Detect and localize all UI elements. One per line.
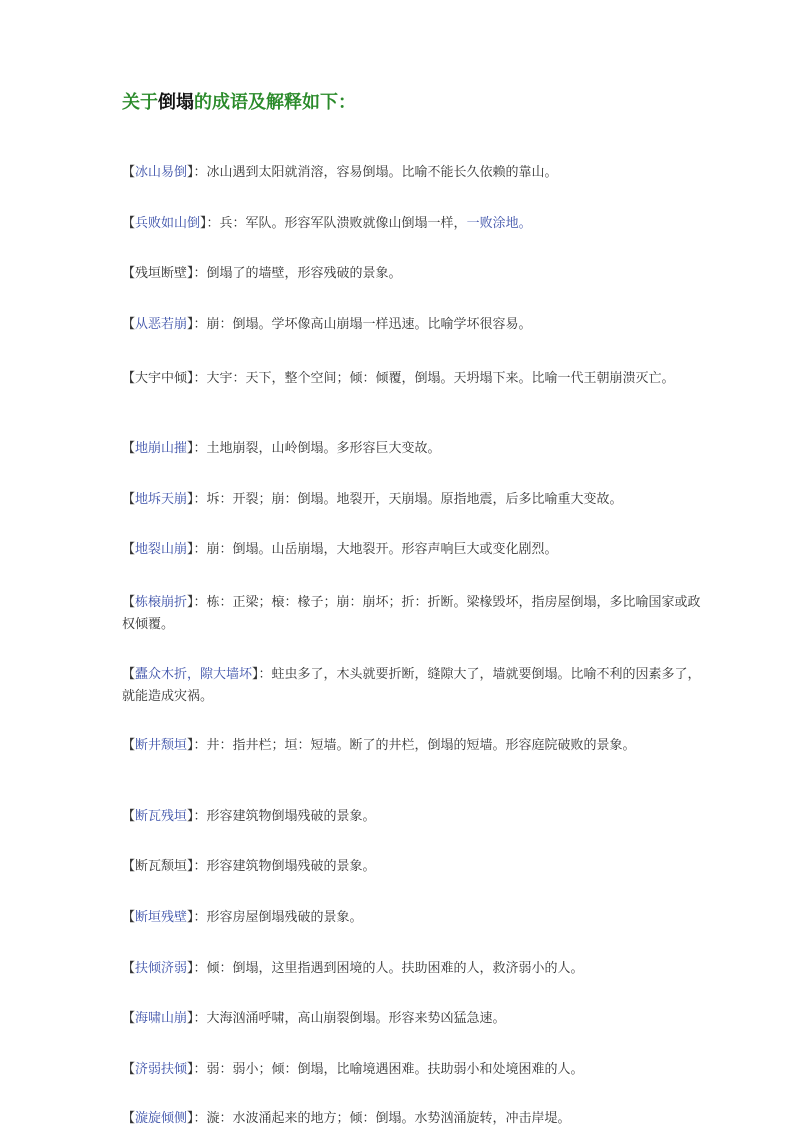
idiom-link[interactable]: 地坼天崩	[135, 492, 188, 507]
idiom-definition: 倾：倒塌，这里指遇到困境的人。扶助困难的人，救济弱小的人。	[206, 961, 584, 976]
idiom-entry: 【大宇中倾】：大宇：天下，整个空间；倾：倾覆，倒塌。天坍塌下来。比喻一代王朝崩溃灭亡。	[122, 371, 675, 386]
idiom-definition: 兵：军队。形容军队溃败就像山倒塌一样，	[219, 216, 467, 231]
title-prefix: 关于	[122, 92, 158, 113]
idiom-definition: 蛀虫多了，木头就要折断，缝隙大了，墙就要倒塌。比喻不利的因素多了，就能造成灾祸。	[122, 667, 701, 704]
idiom-link[interactable]: 断垣残壁	[135, 910, 188, 925]
title-keyword: 倒塌	[158, 92, 194, 113]
idiom-entry: 【断井颓垣】：井：指井栏；垣：短墙。断了的井栏，倒塌的短墙。形容庭院破败的景象。	[122, 738, 636, 753]
idiom-definition: 弱：弱小；倾：倒塌，比喻境遇困难。扶助弱小和处境困难的人。	[206, 1062, 584, 1077]
idiom-link[interactable]: 济弱扶倾	[135, 1062, 188, 1077]
idiom-definition: 漩：水波涌起来的地方；倾：倒塌。水势汹涌旋转，冲击岸堤。	[206, 1111, 571, 1126]
idiom-definition: 形容房屋倒塌残破的景象。	[206, 910, 363, 925]
idiom-definition: 崩：倒塌。学坏像高山崩塌一样迅速。比喻学坏很容易。	[206, 317, 532, 332]
idiom-definition: 坼：开裂；崩：倒塌。地裂开，天崩塌。原指地震，后多比喻重大变故。	[206, 492, 623, 507]
idiom-entry: 【断瓦残垣】：形容建筑物倒塌残破的景象。	[122, 809, 376, 824]
idiom-definition: 大宇：天下，整个空间；倾：倾覆，倒塌。天坍塌下来。比喻一代王朝崩溃灭亡。	[206, 371, 675, 386]
idiom-name: 残垣断壁	[135, 266, 188, 281]
idiom-entry: 【济弱扶倾】：弱：弱小；倾：倒塌，比喻境遇困难。扶助弱小和处境困难的人。	[122, 1062, 584, 1077]
idiom-name: 断瓦颓垣	[135, 859, 188, 874]
idiom-link[interactable]: 冰山易倒	[135, 165, 188, 180]
page-title	[122, 88, 356, 114]
idiom-entry: 【冰山易倒】：冰山遇到太阳就消溶，容易倒塌。比喻不能长久依赖的靠山。	[122, 165, 558, 180]
title-suffix: 的成语及解释如下：	[194, 92, 356, 113]
idiom-link[interactable]: 从恶若崩	[135, 317, 188, 332]
idiom-definition: 大海汹涌呼啸，高山崩裂倒塌。形容来势凶猛急速。	[206, 1011, 506, 1026]
idiom-definition: 形容建筑物倒塌残破的景象。	[206, 859, 376, 874]
idiom-entry: 【蠹众木折，隙大墙坏】：蛀虫多了，木头就要折断，缝隙大了，墙就要倒塌。比喻不利的因素多了，就能造成灾祸。	[122, 667, 701, 704]
idiom-link[interactable]: 断井颓垣	[135, 738, 188, 753]
idiom-link[interactable]: 断瓦残垣	[135, 809, 188, 824]
idiom-entry: 【从恶若崩】：崩：倒塌。学坏像高山崩塌一样迅速。比喻学坏很容易。	[122, 317, 532, 332]
idiom-entry: 【地崩山摧】：土地崩裂，山岭倒塌。多形容巨大变故。	[122, 441, 441, 456]
idiom-link[interactable]: 扶倾济弱	[135, 961, 188, 976]
idiom-link[interactable]: 蠹众木折，隙大墙坏	[135, 667, 253, 682]
idiom-link[interactable]: 地裂山崩	[135, 542, 188, 557]
idiom-entry: 【扶倾济弱】：倾：倒塌，这里指遇到困境的人。扶助困难的人，救济弱小的人。	[122, 961, 584, 976]
idiom-definition: 崩：倒塌。山岳崩塌，大地裂开。形容声响巨大或变化剧烈。	[206, 542, 558, 557]
idiom-entry: 【兵败如山倒】：兵：军队。形容军队溃败就像山倒塌一样，一败涂地。	[122, 216, 532, 231]
idiom-link[interactable]: 栋榱崩折	[135, 595, 188, 610]
idiom-entry: 【栋榱崩折】：栋：正梁；榱：椽子；崩：崩坏；折：折断。梁椽毁坏，指房屋倒塌，多比喻国家或政权倾覆。	[122, 595, 701, 632]
idiom-definition: 栋：正梁；榱：椽子；崩：崩坏；折：折断。梁椽毁坏，指房屋倒塌，多比喻国家或政权倾覆。	[122, 595, 701, 632]
idiom-link[interactable]: 兵败如山倒	[135, 216, 201, 231]
idiom-entry: 【残垣断壁】：倒塌了的墙壁，形容残破的景象。	[122, 266, 402, 281]
idiom-name: 大宇中倾	[135, 371, 188, 386]
idiom-definition: 形容建筑物倒塌残破的景象。	[206, 809, 376, 824]
idiom-definition: 冰山遇到太阳就消溶，容易倒塌。比喻不能长久依赖的靠山。	[206, 165, 558, 180]
idiom-definition: 倒塌了的墙壁，形容残破的景象。	[206, 266, 402, 281]
idiom-definition: 井：指井栏；垣：短墙。断了的井栏，倒塌的短墙。形容庭院破败的景象。	[206, 738, 636, 753]
idiom-entry: 【断垣残壁】：形容房屋倒塌残破的景象。	[122, 910, 363, 925]
idiom-link[interactable]: 地崩山摧	[135, 441, 188, 456]
idiom-entry: 【地裂山崩】：崩：倒塌。山岳崩塌，大地裂开。形容声响巨大或变化剧烈。	[122, 542, 558, 557]
idiom-link[interactable]: 海啸山崩	[135, 1011, 188, 1026]
idiom-definition: 土地崩裂，山岭倒塌。多形容巨大变故。	[206, 441, 441, 456]
related-idiom-link[interactable]: 一败涂地。	[466, 216, 532, 231]
idiom-entry: 【漩旋倾侧】：漩：水波涌起来的地方；倾：倒塌。水势汹涌旋转，冲击岸堤。	[122, 1111, 571, 1126]
idiom-link[interactable]: 漩旋倾侧	[135, 1111, 188, 1126]
idiom-entry: 【断瓦颓垣】：形容建筑物倒塌残破的景象。	[122, 859, 376, 874]
idiom-entry: 【地坼天崩】：坼：开裂；崩：倒塌。地裂开，天崩塌。原指地震，后多比喻重大变故。	[122, 492, 623, 507]
idiom-entry: 【海啸山崩】：大海汹涌呼啸，高山崩裂倒塌。形容来势凶猛急速。	[122, 1011, 506, 1026]
